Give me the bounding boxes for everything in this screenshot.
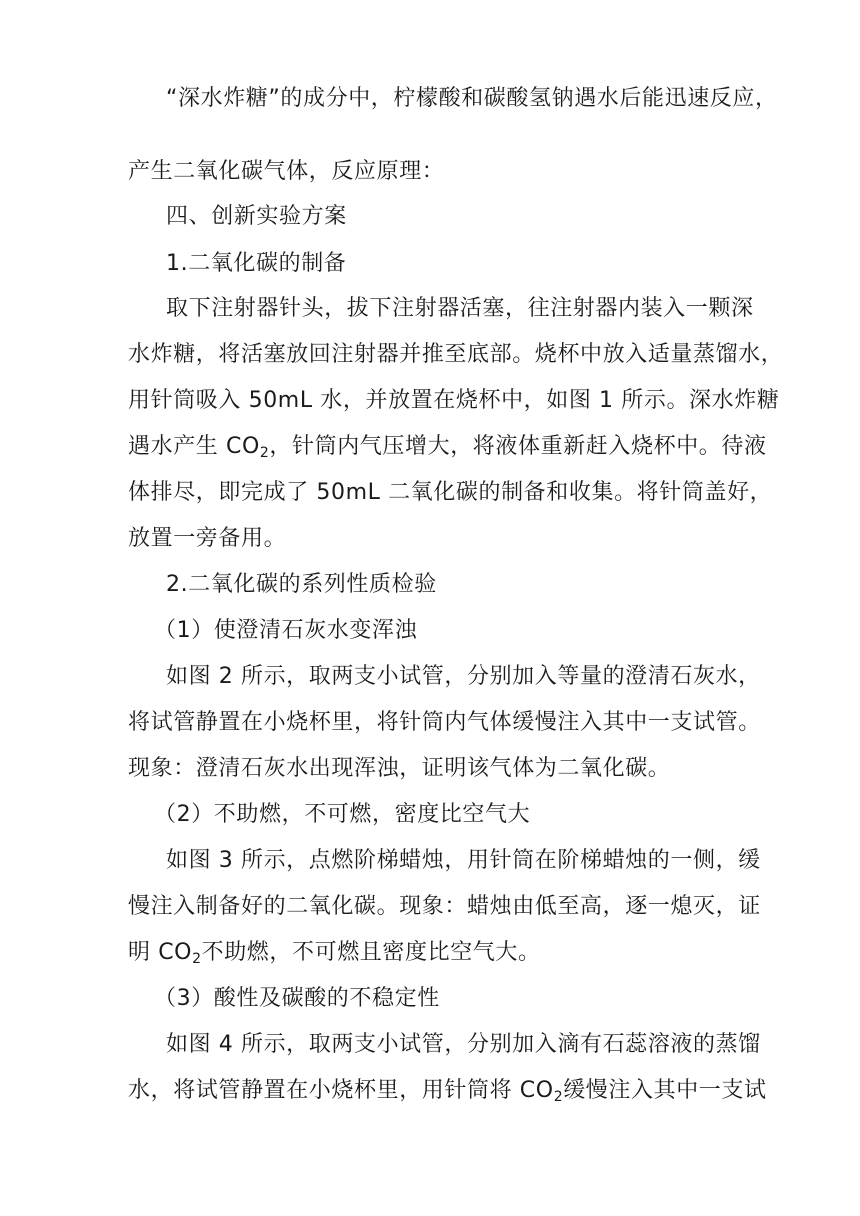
text-run: 水，将试管静置在小烧杯里，用针筒将 CO <box>128 1078 554 1103</box>
text-run: ，针筒内气压增大，将液体重新赶入烧杯中。待液 <box>269 434 767 459</box>
subsection-heading: 2.二氧化碳的系列性质检验 <box>166 572 437 597</box>
item-heading: （3）酸性及碳酸的不稳定性 <box>154 986 440 1011</box>
text-run: 遇水产生 CO <box>128 434 260 459</box>
subsection-heading: 1.二氧化碳的制备 <box>166 251 347 276</box>
subscript-2: 2 <box>192 951 202 967</box>
item-heading: （1）使澄清石灰水变浑浊 <box>154 618 418 643</box>
paragraph-line: 如图 2 所示，取两支小试管，分别加入等量的澄清石灰水， <box>166 664 761 689</box>
paragraph-line: 如图 3 所示，点燃阶梯蜡烛，用针筒在阶梯蜡烛的一侧，缓 <box>166 848 761 873</box>
text-run: 不助燃，不可燃且密度比空气大。 <box>201 940 541 965</box>
paragraph-line: 产生二氧化碳气体，反应原理： <box>128 159 445 184</box>
paragraph-line: 将试管静置在小烧杯里，将针筒内气体缓慢注入其中一支试管。 <box>128 710 761 735</box>
subscript-2: 2 <box>259 445 270 461</box>
section-heading: 四、创新实验方案 <box>166 204 347 229</box>
paragraph-line: 现象：澄清石灰水出现浑浊，证明该气体为二氧化碳。 <box>128 756 671 781</box>
paragraph-line: 体排尽，即完成了 50mL 二氧化碳的制备和收集。将针筒盖好， <box>128 480 773 505</box>
paragraph-line <box>128 1076 767 1106</box>
paragraph-line <box>128 432 767 462</box>
paragraph-line: 如图 4 所示，取两支小试管，分别加入滴有石蕊溶液的蒸馏 <box>166 1032 761 1057</box>
paragraph-line <box>128 938 734 968</box>
paragraph-line: 用针筒吸入 50mL 水，并放置在烧杯中，如图 1 所示。深水炸糖 <box>128 388 780 413</box>
text-run: 明 CO <box>128 940 193 965</box>
paragraph-line: 慢注入制备好的二氧化碳。现象：蜡烛由低至高，逐一熄灭，证 <box>128 894 761 919</box>
text-run: 缓慢注入其中一支试 <box>563 1078 767 1103</box>
paragraph-line: 水炸糖，将活塞放回注射器并推至底部。烧杯中放入适量蒸馏水， <box>128 342 784 367</box>
paragraph-line: 取下注射器针头，拔下注射器活塞，往注射器内装入一颗深 <box>166 296 754 321</box>
paragraph-line: 放置一旁备用。 <box>128 526 287 551</box>
item-heading: （2）不助燃，不可燃，密度比空气大 <box>154 802 531 827</box>
paragraph-line: “深水炸糖”的成分中，柠檬酸和碳酸氢钠遇水后能迅速反应， <box>166 86 778 111</box>
subscript-2: 2 <box>553 1089 564 1105</box>
